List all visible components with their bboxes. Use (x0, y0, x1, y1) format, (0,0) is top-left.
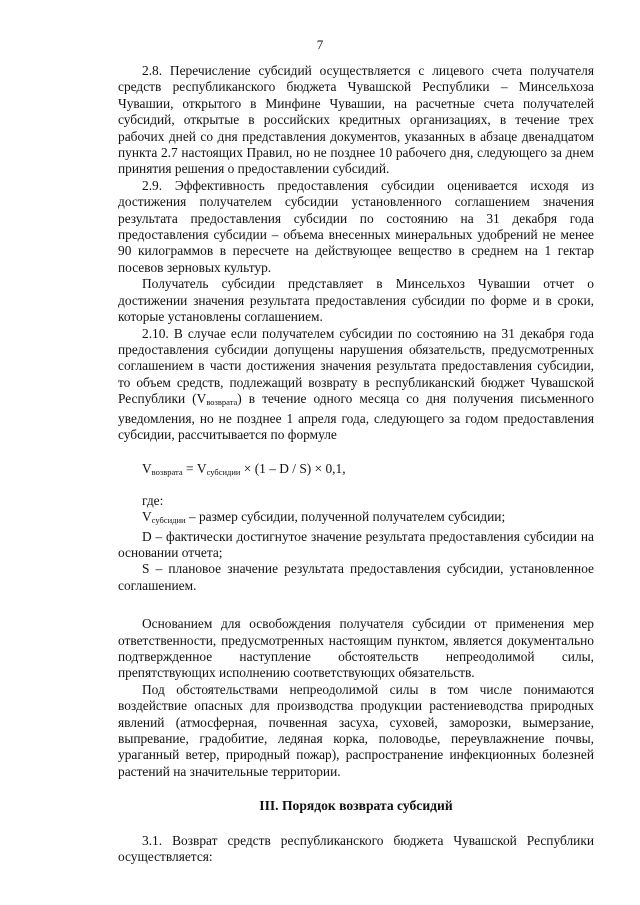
paragraph-2-10-subscript: возврата (206, 397, 238, 408)
definition-v-subscript: субсидии (151, 515, 186, 526)
formula-sub-return: возврата (151, 467, 183, 478)
paragraph-2-10 (118, 326, 594, 444)
definition-s: S – плановое значение результата предоставления субсидии, установленное соглашением. (118, 561, 594, 593)
formula-rest: × (1 – D / S) × 0,1, (240, 461, 346, 477)
paragraph-2-9-report: Получатель субсидии представляет в Минсельхоз Чувашии отчет о достижении значения результата предоставления субсидии по форме и в сроки, которые установлены соглашением. (118, 276, 594, 325)
return-formula (142, 461, 594, 480)
formula-sub-subsidy: субсидии (206, 467, 241, 478)
section-title: III. Порядок возврата субсидий (259, 798, 453, 814)
formula-v-return: V (142, 461, 152, 477)
paragraph-force-majeure-definition: Под обстоятельствами непреодолимой силы в том числе понимаются воздействие опасных для производства продукции растениеводства природных явлений (атмосферная, почвенная засуха, суховей, заморозки, вымерзание, выпревание, градобитие, ледяная корка, половодье, переувлажнение почвы, ураганный ветер, природный пожар), распространение инфекционных болезней растений на значительные территории. (118, 681, 594, 779)
formula-definitions (118, 493, 594, 594)
paragraph-2-10-end: ) в течение одного месяца со дня получения письменного уведомления, но не позднее 1 апреля года, следующего за годом предоставления субсидии, рассчитывается по формуле (118, 391, 595, 442)
definition-v (118, 509, 594, 528)
paragraph-2-9: 2.9. Эффективность предоставления субсидии оценивается исходя из достижения получателем субсидии установленного соглашением значения результата предоставления субсидии по состоянию на 31 декабря года предоставления субсидии – объема внесенных минеральных удобрений не менее 90 килограммов в пересчете на действующее вещество в среднем на 1 гектар посевов зерновых культур. (118, 177, 594, 275)
formula-equals: = V (182, 461, 207, 477)
paragraph-2-8: 2.8. Перечисление субсидий осуществляется с лицевого счета получателя средств республиканского бюджета Чувашской Республики – Минсельхоза Чувашии, открытого в Минфине Чувашии, на расчетные счета получателей субсидий, открытые в российских кредитных организациях, в течение трех рабочих дней со дня представления документов, указанных в абзаце двенадцатом пункта 2.7 настоящих Правил, но не позднее 10 рабочего дня, следующего за днем принятия решения о предоставлении субсидий. (118, 63, 594, 177)
paragraph-2-10-text: 2.10. В случае если получателем субсидии по состоянию на 31 декабря года предоставления субсидии допущены нарушения обязательств, предусмотренных соглашением в части достижения значения результата предоставления субсидии, то объем средств, подлежащий возврату в республиканский бюджет Чувашской Республики (V (118, 325, 594, 407)
definition-v-letter: V (142, 509, 152, 525)
definition-v-text: – размер субсидии, полученной получателем субсидии; (185, 509, 506, 525)
paragraph-3-1: 3.1. Возврат средств республиканского бюджета Чувашской Республики осуществляется: (118, 832, 594, 865)
document-body (118, 63, 594, 865)
definitions-where: где: (142, 492, 164, 508)
definition-d: D – фактически достигнутое значение результата предоставления субсидии на основании отчета; (118, 528, 594, 560)
page-number: 7 (316, 37, 324, 52)
paragraph-force-majeure-basis: Основанием для освобождения получателя субсидии от применения мер ответственности, предусмотренных настоящим пунктом, является документально подтвержденное наступление обстоятельств непреодолимой силы, препятствующих исполнению соответствующих обязательств. (118, 616, 594, 681)
